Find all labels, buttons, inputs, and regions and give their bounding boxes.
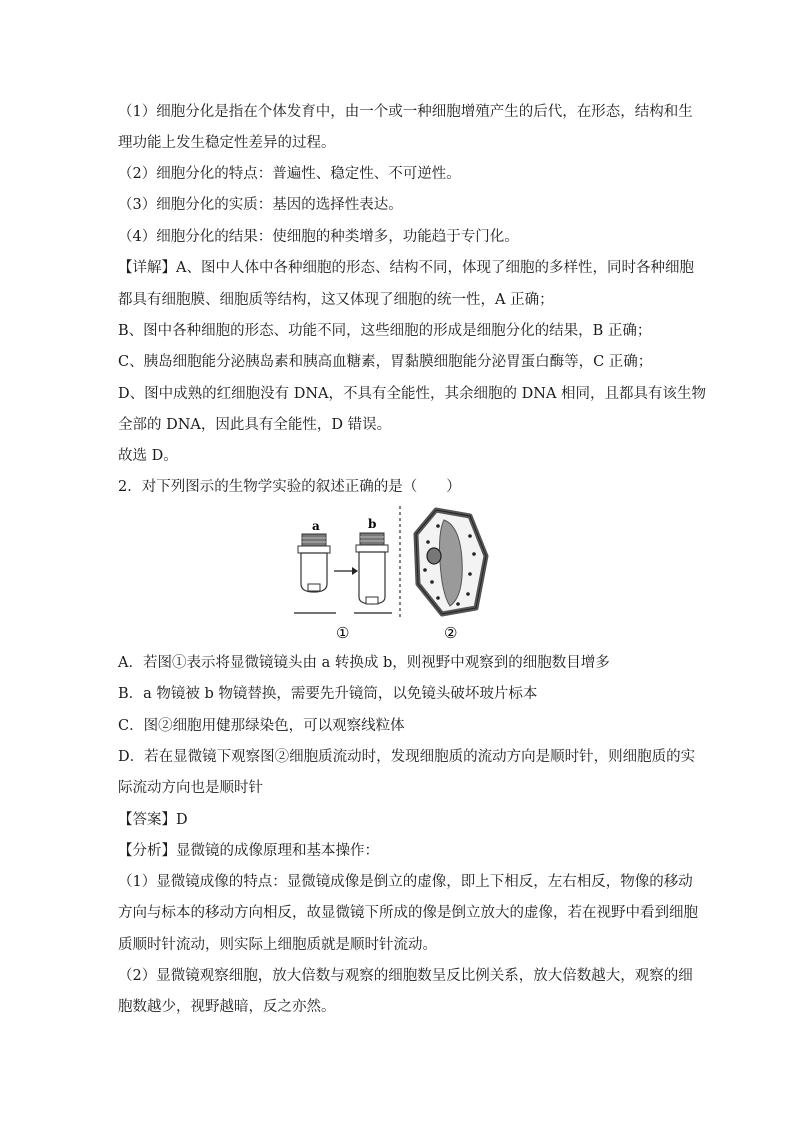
text-line: D、图中成熟的红细胞没有 DNA，不具有全能性，其余细胞的 DNA 相同，且都具有该生物 xyxy=(118,386,707,402)
text-line: （3）细胞分化的实质：基因的选择性表达。 xyxy=(118,197,403,213)
text-line: C、胰岛细胞能分泌胰岛素和胰高血糖素，胃黏膜细胞能分泌胃蛋白酶等，C 正确； xyxy=(118,354,653,370)
nucleus xyxy=(427,548,441,564)
text-line: 质顺时针流动，则实际上细胞质就是顺时针流动。 xyxy=(118,937,437,953)
plant-cell xyxy=(416,510,486,614)
text-line: 故选 D。 xyxy=(118,448,178,464)
text-line: 全部的 DNA，因此具有全能性，D 错误。 xyxy=(118,417,392,433)
text-line: B、图中各种细胞的形态、功能不同，这些细胞的形成是细胞分化的结果，B 正确； xyxy=(118,323,652,339)
label-figure-2: ② xyxy=(444,624,458,642)
text-line: （2）细胞分化的特点：普遍性、稳定性、不可逆性。 xyxy=(118,166,461,182)
analysis-heading: 【分析】显微镜的成像原理和基本操作： xyxy=(118,843,379,859)
option-c: C．图②细胞用健那绿染色，可以观察线粒体 xyxy=(118,718,405,734)
objective-lens-a xyxy=(298,534,330,592)
text-line: 胞数越少，视野越暗，反之亦然。 xyxy=(118,999,336,1015)
question-title: 2．对下列图示的生物学实验的叙述正确的是（ ） xyxy=(118,479,461,495)
option-a: A．若图①表示将显微镜镜头由 a 转换成 b，则视野中观察到的细胞数目增多 xyxy=(118,655,610,671)
figure-illustration xyxy=(292,504,516,646)
option-d: D．若在显微镜下观察图②细胞质流动时，发现细胞质的流动方向是顺时针，则细胞质的实 xyxy=(118,749,696,765)
text-line: 方向与标本的移动方向相反，故显微镜下所成的像是倒立放大的虚像，若在视野中看到细胞 xyxy=(118,905,698,921)
answer: 【答案】D xyxy=(118,812,188,828)
option-b: B．a 物镜被 b 物镜替换，需要先升镜筒，以免镜头破坏玻片标本 xyxy=(118,686,538,702)
arrow-icon xyxy=(334,567,358,575)
text-line: 都具有细胞膜、细胞质等结构，这又体现了细胞的统一性，A 正确； xyxy=(118,292,554,308)
objective-lens-b xyxy=(356,533,388,604)
text-line: （1）显微镜成像的特点：显微镜成像是倒立的虚像，即上下相反，左右相反，物像的移动 xyxy=(118,874,693,890)
option-d-continued: 际流动方向也是顺时针 xyxy=(118,780,263,796)
label-a: a xyxy=(312,519,320,533)
label-figure-1: ① xyxy=(336,624,350,642)
label-b: b xyxy=(368,517,377,531)
text-line: （1）细胞分化是指在个体发育中，由一个或一种细胞增殖产生的后代，在形态，结构和生 xyxy=(118,104,693,120)
text-line: 理功能上发生稳定性差异的过程。 xyxy=(118,135,336,151)
figure-microscope-and-cell xyxy=(292,504,516,646)
text-line: （4）细胞分化的结果：使细胞的种类增多，功能趋于专门化。 xyxy=(118,229,519,245)
text-line: 【详解】A、图中人体中各种细胞的形态、结构不同，体现了细胞的多样性，同时各种细胞 xyxy=(118,260,694,276)
text-line: （2）显微镜观察细胞，放大倍数与观察的细胞数呈反比例关系，放大倍数越大，观察的细 xyxy=(118,968,693,984)
